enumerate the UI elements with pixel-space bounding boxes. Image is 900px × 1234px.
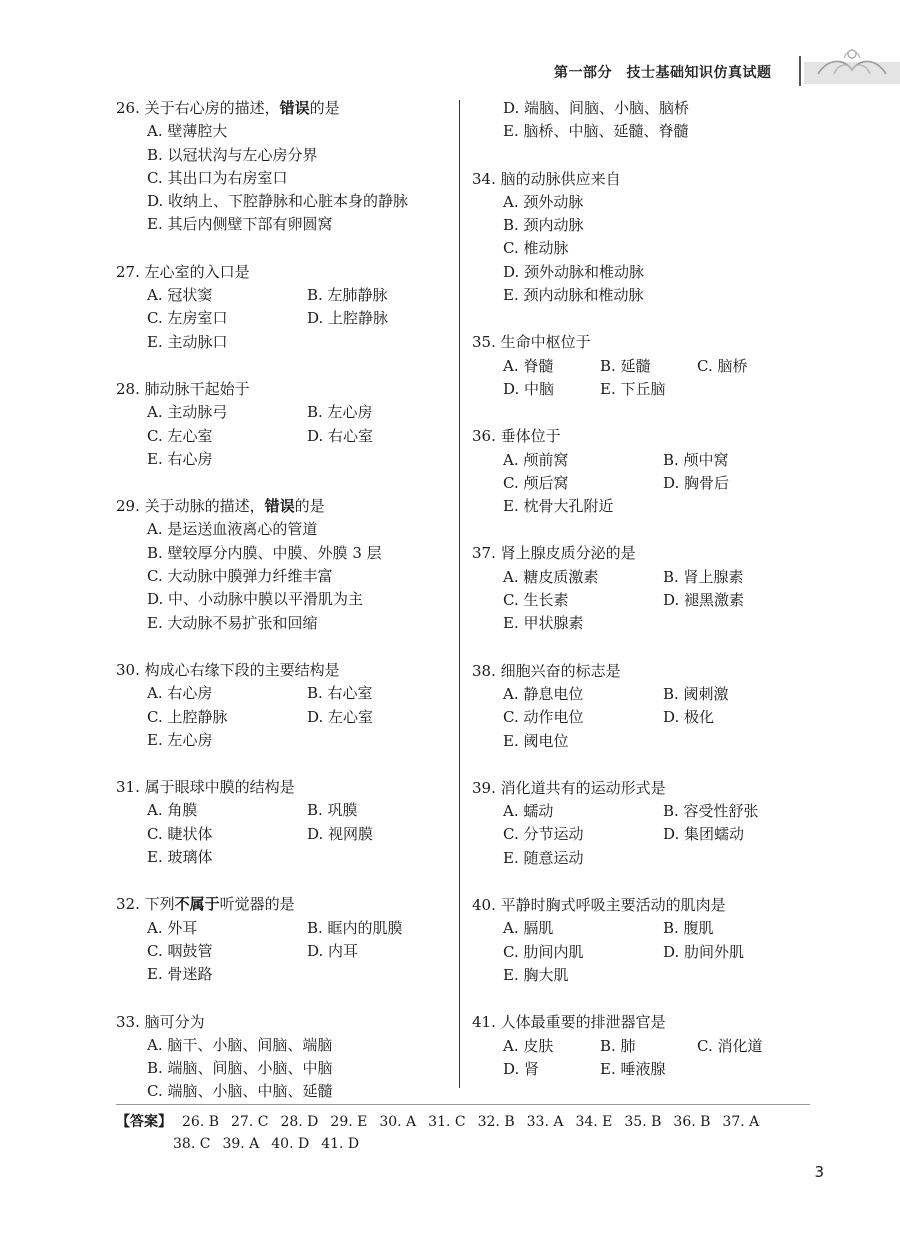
answer-item: 31. C <box>428 1114 466 1130</box>
question-stem-text: 33. 脑可分为 <box>116 1012 205 1031</box>
question-block <box>116 659 446 752</box>
answer-option: E. 脑桥、中脑、延髓、脊髓 <box>503 122 689 141</box>
answer-option: A. 颈外动脉 <box>503 192 584 211</box>
question-block <box>472 660 812 753</box>
answer-option: D. 集团蠕动 <box>663 825 745 844</box>
answer-option: D. 收纳上、下腔静脉和心脏本身的静脉 <box>147 192 409 211</box>
question-stem <box>116 261 446 284</box>
answer-item: 30. A <box>379 1114 417 1130</box>
answer-key <box>116 1111 816 1155</box>
answer-option: E. 阈电位 <box>503 731 569 750</box>
answer-option: C. 睫状体 <box>147 824 213 843</box>
option-list <box>147 284 446 354</box>
option-list <box>503 97 812 144</box>
answer-option: C. 分节运动 <box>503 825 584 844</box>
answer-option: C. 左心室 <box>147 426 213 445</box>
answer-option: B. 壁较厚分内膜、中膜、外膜 3 层 <box>147 543 382 562</box>
answer-option: C. 咽鼓管 <box>147 941 213 960</box>
question-stem-text: 31. 属于眼球中膜的结构是 <box>116 778 295 797</box>
question-stem-text: 37. 肾上腺皮质分泌的是 <box>472 544 636 563</box>
answer-option: A. 糖皮质激素 <box>503 567 599 586</box>
question-block <box>472 331 812 401</box>
answer-option: B. 右心室 <box>307 684 373 703</box>
question-stem-text: 30. 构成心右缘下段的主要结构是 <box>116 660 340 679</box>
answer-option: C. 椎动脉 <box>503 239 569 258</box>
answer-option: C. 动作电位 <box>503 708 584 727</box>
answer-option: E. 唾液腺 <box>600 1059 666 1078</box>
answer-option: E. 枕骨大孔附近 <box>503 497 614 516</box>
lotus-logo-icon <box>804 44 900 94</box>
question-stem-text: 39. 消化道共有的运动形式是 <box>472 778 666 797</box>
answer-option: D. 中脑 <box>503 379 555 398</box>
question-stem-text: 29. 关于动脉的描述， <box>116 497 265 516</box>
answer-option: A. 外耳 <box>147 918 198 937</box>
question-stem-text: 26. 关于右心房的描述， <box>116 99 280 117</box>
answer-key-label: 【答案】 <box>116 1114 172 1130</box>
answer-item: 38. C <box>173 1136 211 1152</box>
answer-option: D. 肋间外肌 <box>663 942 745 961</box>
section-title: 第一部分 技士基础知识仿真试题 <box>554 65 772 81</box>
answer-option: A. 脑干、小脑、间脑、端脑 <box>147 1035 333 1054</box>
option-list <box>147 682 446 752</box>
answer-item: 40. D <box>271 1136 310 1152</box>
question-stem <box>472 425 812 448</box>
question-block <box>472 168 812 308</box>
question-stem <box>472 168 812 191</box>
answer-option: C. 消化道 <box>697 1036 763 1055</box>
option-list <box>503 683 812 753</box>
answer-option: C. 生长素 <box>503 591 569 610</box>
answer-option: E. 颈内动脉和椎动脉 <box>503 286 644 305</box>
option-list <box>147 799 446 869</box>
question-block <box>472 97 812 144</box>
answer-option: C. 脑桥 <box>697 356 748 375</box>
answer-option: D. 胸骨后 <box>663 473 730 492</box>
question-stem-emphasis: 不属于 <box>174 895 220 914</box>
question-stem-text: 27. 左心室的入口是 <box>116 262 250 281</box>
question-stem <box>116 1011 446 1034</box>
answer-item: 35. B <box>624 1114 662 1130</box>
question-block <box>116 893 446 986</box>
answer-option: E. 左心房 <box>147 730 213 749</box>
answer-option: B. 颈内动脉 <box>503 216 584 235</box>
question-block <box>472 894 812 987</box>
answer-option: D. 左心室 <box>307 707 374 726</box>
answer-option: B. 肺 <box>600 1036 636 1055</box>
question-stem-text: 41. 人体最重要的排泄器官是 <box>472 1013 666 1032</box>
answer-option: A. 右心房 <box>147 684 213 703</box>
answer-option: C. 大动脉中膜弹力纤维丰富 <box>147 567 333 586</box>
answer-option: C. 端脑、小脑、中脑、延髓 <box>147 1082 333 1101</box>
question-stem-emphasis: 错误 <box>264 497 295 516</box>
answer-item: 33. A <box>526 1114 564 1130</box>
question-stem-text: 34. 脑的动脉供应来自 <box>472 169 621 188</box>
answer-option: B. 左心房 <box>307 403 373 422</box>
answer-option: A. 角膜 <box>147 801 198 820</box>
answer-option: E. 玻璃体 <box>147 848 213 867</box>
question-block <box>116 776 446 869</box>
answer-option: E. 骨迷路 <box>147 965 213 984</box>
answer-option: E. 随意运动 <box>503 848 584 867</box>
question-block <box>116 97 446 237</box>
answer-option: B. 以冠状沟与左心房分界 <box>147 145 318 164</box>
answer-option: E. 其后内侧壁下部有卵圆窝 <box>147 215 333 234</box>
header-divider <box>799 56 801 86</box>
answer-option: B. 延髓 <box>600 356 651 375</box>
answer-option: A. 静息电位 <box>503 684 584 703</box>
answer-option: C. 上腔静脉 <box>147 707 228 726</box>
answer-option: C. 颅后窝 <box>503 473 569 492</box>
option-list <box>147 120 446 236</box>
answer-option: B. 颅中窝 <box>663 450 729 469</box>
answer-divider <box>116 1104 810 1105</box>
answer-option: D. 端脑、间脑、小脑、脑桥 <box>503 99 690 117</box>
answer-option: E. 大动脉不易扩张和回缩 <box>147 613 318 632</box>
question-stem-text: 36. 垂体位于 <box>472 427 561 446</box>
option-list <box>147 401 446 471</box>
answer-option: A. 蠕动 <box>503 802 554 821</box>
answer-option: D. 颈外动脉和椎动脉 <box>503 262 645 281</box>
question-stem-text-after: 的是 <box>294 497 325 516</box>
answer-option: D. 上腔静脉 <box>307 309 389 328</box>
answer-option: D. 视网膜 <box>307 824 374 843</box>
answer-item: 29. E <box>330 1114 368 1130</box>
question-stem <box>116 378 446 401</box>
question-block <box>472 777 812 870</box>
answer-item: 28. D <box>280 1114 319 1130</box>
question-stem-text-after: 听觉器的是 <box>219 895 295 914</box>
answer-option: C. 肋间内肌 <box>503 942 584 961</box>
answer-option: A. 颅前窝 <box>503 450 569 469</box>
answer-option: D. 极化 <box>663 708 715 727</box>
question-block <box>472 542 812 635</box>
answer-option: B. 左肺静脉 <box>307 286 388 305</box>
question-stem-text: 35. 生命中枢位于 <box>472 333 591 352</box>
answer-item: 36. B <box>673 1114 711 1130</box>
question-stem-text: 40. 平静时胸式呼吸主要活动的肌肉是 <box>472 896 726 915</box>
answer-option: A. 脊髓 <box>503 356 554 375</box>
answer-option: B. 巩膜 <box>307 801 358 820</box>
option-list <box>503 449 812 519</box>
question-stem <box>116 97 446 120</box>
question-stem <box>472 660 812 683</box>
answer-option: D. 褪黑激素 <box>663 591 745 610</box>
question-stem <box>116 495 446 518</box>
answer-option: D. 内耳 <box>307 941 359 960</box>
answer-option: D. 中、小动脉中膜以平滑肌为主 <box>147 590 364 609</box>
question-stem <box>116 893 446 916</box>
question-stem <box>472 331 812 354</box>
question-block <box>116 378 446 471</box>
left-question-column <box>116 97 446 1128</box>
question-stem <box>116 659 446 682</box>
answer-option: B. 阈刺激 <box>663 684 729 703</box>
answer-item: 34. E <box>575 1114 613 1130</box>
answer-option: E. 下丘脑 <box>600 379 666 398</box>
question-block <box>116 1011 446 1104</box>
question-block <box>472 1011 812 1081</box>
question-stem <box>472 777 812 800</box>
option-list <box>503 191 812 307</box>
answer-item: 41. D <box>321 1136 360 1152</box>
answer-item: 39. A <box>222 1136 260 1152</box>
answer-option: E. 甲状腺素 <box>503 614 584 633</box>
question-stem <box>472 1011 812 1034</box>
right-question-column <box>472 97 812 1105</box>
question-stem <box>472 542 812 565</box>
answer-option: B. 肾上腺素 <box>663 567 744 586</box>
answer-option: B. 端脑、间脑、小脑、中脑 <box>147 1059 333 1078</box>
option-list <box>147 1034 446 1104</box>
answer-option: E. 胸大肌 <box>503 965 569 984</box>
answer-option: E. 右心房 <box>147 449 213 468</box>
answer-option: D. 右心室 <box>307 426 374 445</box>
answer-option: B. 眶内的肌膜 <box>307 918 403 937</box>
answer-option: A. 冠状窦 <box>147 286 213 305</box>
answer-option: A. 壁薄腔大 <box>147 122 228 141</box>
answer-option: A. 是运送血液离心的管道 <box>147 520 318 539</box>
answer-option: A. 膈肌 <box>503 919 554 938</box>
question-block <box>116 261 446 354</box>
question-stem <box>472 894 812 917</box>
answer-option: B. 腹肌 <box>663 919 714 938</box>
option-list <box>503 800 812 870</box>
column-divider <box>459 100 460 1088</box>
answer-item: 37. A <box>722 1114 760 1130</box>
option-list <box>503 1035 812 1082</box>
answer-option: D. 肾 <box>503 1059 540 1078</box>
page-number: 3 <box>814 1163 824 1181</box>
answer-item: 27. C <box>231 1114 269 1130</box>
question-stem-emphasis: 错误 <box>279 99 310 117</box>
option-list <box>503 566 812 636</box>
answer-option: A. 主动脉弓 <box>147 403 228 422</box>
answer-option: C. 其出口为右房室口 <box>147 168 288 187</box>
question-block <box>116 495 446 635</box>
option-list <box>147 518 446 634</box>
answer-item: 32. B <box>477 1114 515 1130</box>
answer-option: C. 左房室口 <box>147 309 228 328</box>
answer-item: 26. B <box>182 1114 220 1130</box>
question-stem-text: 28. 肺动脉干起始于 <box>116 379 250 398</box>
question-stem-text: 38. 细胞兴奋的标志是 <box>472 661 621 680</box>
answer-option: A. 皮肤 <box>503 1036 554 1055</box>
option-list <box>503 355 812 402</box>
answer-option: E. 主动脉口 <box>147 332 228 351</box>
option-list <box>503 917 812 987</box>
option-list <box>147 917 446 987</box>
question-block <box>472 425 812 518</box>
question-stem-text-after: 的是 <box>309 99 340 117</box>
answer-option: B. 容受性舒张 <box>663 802 759 821</box>
question-stem-text: 32. 下列 <box>116 895 175 914</box>
question-stem <box>116 776 446 799</box>
